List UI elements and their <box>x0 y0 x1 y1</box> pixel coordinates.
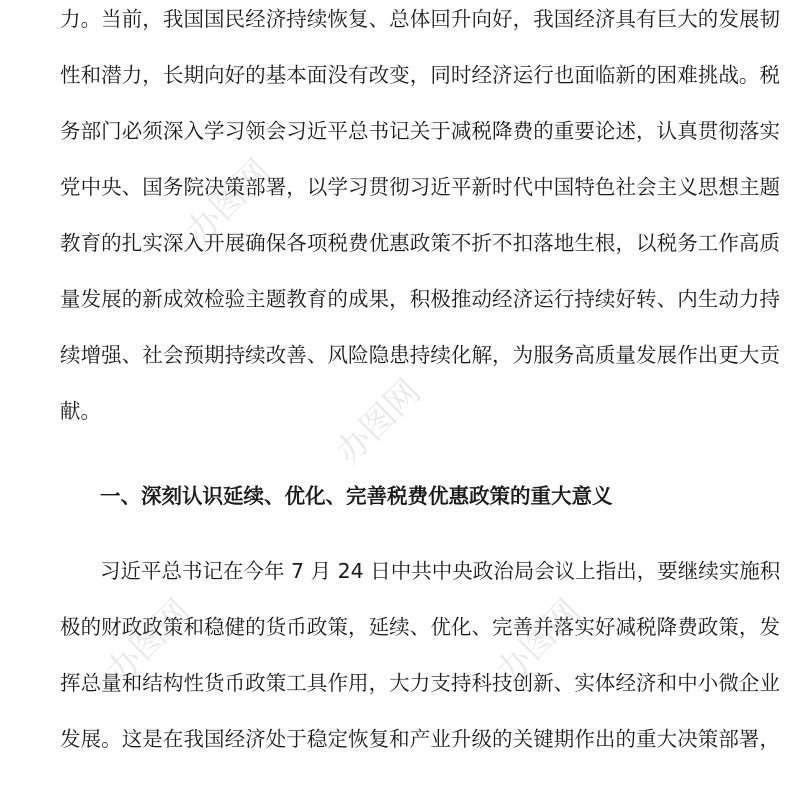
paragraph-1-line-4: 党中央、国务院决策部署，以学习贯彻习近平新时代中国特色社会主义思想主题 <box>60 175 780 199</box>
paragraph-2-line-1: 习近平总书记在今年 7 月 24 日中共中央政治局会议上指出，要继续实施积 <box>100 559 780 583</box>
paragraph-1-line-1: 力。当前，我国国民经济持续恢复、总体回升向好，我国经济具有巨大的发展韧 <box>60 7 780 31</box>
watermark-3: 办图网 <box>98 591 199 693</box>
paragraph-1-line-7: 续增强、社会预期持续改善、风险隐患持续化解，为服务高质量发展作出更大贡 <box>60 343 780 367</box>
watermark-1: 办图网 <box>178 151 279 253</box>
paragraph-1-line-8: 献。 <box>60 399 101 423</box>
section-heading: 一、深刻认识延续、优化、完善税费优惠政策的重大意义 <box>100 484 613 508</box>
paragraph-1-line-3: 务部门必须深入学习领会习近平总书记关于减税降费的重要论述，认真贯彻落实 <box>60 119 780 143</box>
watermark-4: 办图网 <box>488 591 589 693</box>
paragraph-2-line-4: 发展。这是在我国经济处于稳定恢复和产业升级的关键期作出的重大决策部署， <box>60 727 780 751</box>
paragraph-1-line-6: 量发展的新成效检验主题教育的成果，积极推动经济运行持续好转、内生动力持 <box>60 287 780 311</box>
paragraph-2-line-2: 极的财政政策和稳健的货币政策，延续、优化、完善并落实好减税降费政策，发 <box>60 615 780 639</box>
paragraph-1-line-5: 教育的扎实深入开展确保各项税费优惠政策不折不扣落地生根，以税务工作高质 <box>60 231 780 255</box>
watermark-2: 办图网 <box>328 371 429 473</box>
paragraph-2-line-3: 挥总量和结构性货币政策工具作用，大力支持科技创新、实体经济和中小微企业 <box>60 671 780 695</box>
paragraph-1-line-2: 性和潜力，长期向好的基本面没有改变，同时经济运行也面临新的困难挑战。税 <box>60 63 780 87</box>
